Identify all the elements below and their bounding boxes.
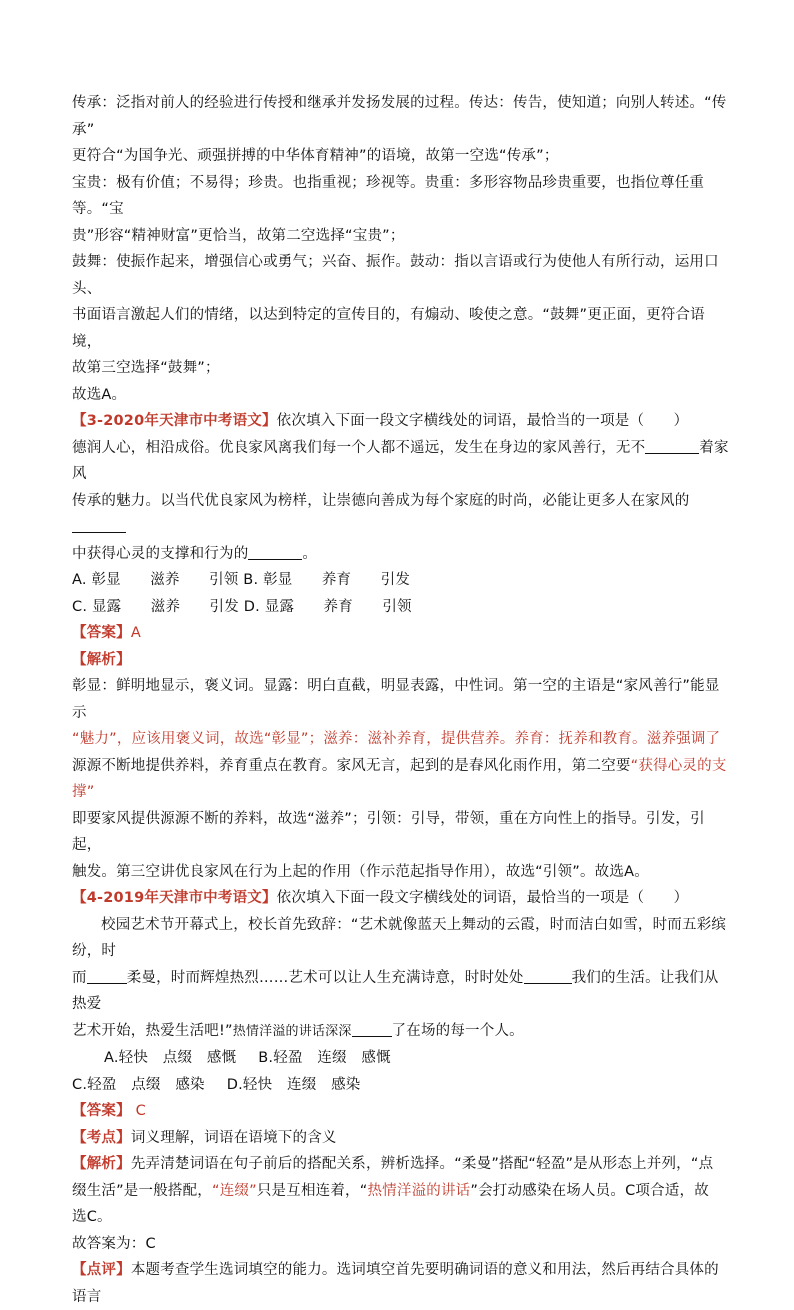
passage-text: 中获得心灵的支撑和行为的 bbox=[72, 545, 249, 562]
option-c: C. 显露 滋养 引发 bbox=[72, 598, 239, 615]
answer-label: 【答案】 bbox=[72, 625, 131, 641]
comment-line bbox=[72, 1257, 732, 1310]
text-line: 故第三空选择“鼓舞”； bbox=[72, 360, 220, 376]
analysis-highlight: “获得心灵的支撑” bbox=[72, 757, 727, 800]
options-line bbox=[72, 1045, 732, 1072]
analysis-line: 触发。第三空讲优良家风在行为上起的作用（作示范起指导作用），故选“引领”。故选A。 bbox=[72, 863, 649, 880]
passage-text: 。 bbox=[302, 545, 318, 562]
analysis-label: 【解析】 bbox=[72, 1156, 131, 1172]
passage-text: 柔曼，时而辉煌热烈……艺术可以让人生充满诗意，时时处处 bbox=[126, 969, 524, 986]
analysis-line bbox=[72, 1178, 732, 1205]
analysis-line bbox=[72, 753, 732, 806]
analysis-line: 选C。 bbox=[72, 1209, 112, 1225]
passage-text: 热情洋溢的讲话深深 bbox=[232, 1023, 352, 1039]
text-line: 更符合“为国争光、顽强拼搏的中华体育精神”的语境，故第一空选“传承”； bbox=[72, 148, 559, 164]
passage-line bbox=[72, 488, 732, 541]
analysis-text: 源源不断地提供养料，养育重点在教育。家风无言，起到的是春风化雨作用，第二空要 bbox=[72, 757, 631, 774]
answer-line bbox=[72, 620, 732, 647]
text-line: 传承：泛指对前人的经验进行传授和继承并发扬发展的过程。传达：传告，使知道；向别人转述。“传承” bbox=[72, 95, 727, 138]
text-line: 书面语言激起人们的情绪，以达到特定的宣传目的，有煽动、唆使之意。“鼓舞”更正面，更符合语境， bbox=[72, 307, 705, 350]
question-tag: 【3-2020年天津市中考语文】 bbox=[72, 413, 277, 429]
analysis-line: 即要家风提供源源不断的养料，故选“滋养”；引领：引导，带领，重在方向性上的指导。引发，引起， bbox=[72, 810, 705, 853]
analysis-highlight: “连缀” bbox=[212, 1182, 257, 1199]
question-tag: 【4-2019年天津市中考语文】 bbox=[72, 890, 277, 906]
final-answer-line: 故答案为：C bbox=[72, 1235, 156, 1252]
fill-blank bbox=[645, 439, 699, 454]
analysis-highlight: “魅力”，应该用褒义词，故选“彰显”； bbox=[72, 731, 324, 747]
option-a: A.轻快 点缀 感慨 bbox=[104, 1050, 237, 1066]
passage-text: 而 bbox=[72, 969, 87, 986]
text-line: 宝贵：极有价值；不易得；珍贵。也指重视；珍视等。贵重：多形容物品珍贵重要，也指位尊任重等。“宝 bbox=[72, 174, 705, 217]
fill-blank bbox=[87, 969, 127, 984]
passage-line: 校园艺术节开幕式上，校长首先致辞：“艺术就像蓝天上舞动的云霞，时而洁白如雪，时而五彩缤纷，时 bbox=[72, 916, 727, 959]
analysis-highlight: 热情洋溢的讲话 bbox=[367, 1182, 471, 1199]
passage-text: 了在场的每一个人。 bbox=[391, 1022, 524, 1039]
fill-blank bbox=[352, 1022, 392, 1037]
text-line: 贵”形容“精神财富”更恰当，故第二空选择“宝贵”； bbox=[72, 227, 405, 244]
passage-text: 艺术开始，热爱生活吧!” bbox=[72, 1022, 233, 1039]
kaodian-line bbox=[72, 1125, 732, 1152]
analysis-line: 彰显：鲜明地显示，褒义词。显露：明白直截，明显表露，中性词。第一空的主语是“家风善行”能显示 bbox=[72, 678, 720, 721]
passage-text: 我们的生活。让我们从热爱 bbox=[72, 969, 719, 1012]
option-c: C.轻盈 点缀 感染 bbox=[72, 1076, 205, 1093]
option-b: B. 彰显 养育 引发 bbox=[243, 572, 411, 588]
analysis-label: 【解析】 bbox=[72, 651, 131, 668]
text-line: 故选A。 bbox=[72, 386, 127, 403]
analysis-text: 只是互相连着，“ bbox=[256, 1182, 368, 1199]
answer-value: A bbox=[130, 625, 141, 641]
option-d: D. 显露 养育 引领 bbox=[243, 598, 412, 615]
analysis-highlight: 滋养：滋补养育，提供营养。养育：抚养和教育。滋养强调了 bbox=[323, 731, 721, 747]
options-line bbox=[72, 594, 732, 621]
question-stem: 依次填入下面一段文字横线处的词语，最恰当的一项是（ ） bbox=[276, 413, 689, 429]
passage-text: 传承的魅力。以当代优良家风为榜样，让崇德向善成为每个家庭的时尚，必能让更多人在家风的 bbox=[72, 492, 690, 509]
passage-text: 德润人心，相沿成俗。优良家风离我们每一个人都不遥远，发生在身边的家风善行，无不 bbox=[72, 439, 646, 456]
passage-line bbox=[72, 1018, 732, 1046]
analysis-text: 缀生活”是一般搭配， bbox=[72, 1182, 213, 1199]
answer-value: C bbox=[130, 1103, 146, 1119]
fill-blank bbox=[524, 969, 572, 984]
kaodian-text: 词义理解，词语在语境下的含义 bbox=[130, 1129, 337, 1146]
option-d: D.轻快 连缀 感染 bbox=[226, 1076, 361, 1093]
passage-line bbox=[72, 435, 732, 488]
analysis-line bbox=[72, 726, 732, 753]
option-b: B.轻盈 连缀 感慨 bbox=[258, 1050, 391, 1066]
kaodian-label: 【考点】 bbox=[72, 1129, 131, 1146]
passage-line bbox=[72, 541, 732, 568]
question-stem: 依次填入下面一段文字横线处的词语，最恰当的一项是（ ） bbox=[276, 890, 689, 906]
comment-text: 本题考查学生选词填空的能力。选词填空首先要明确词语的意义和用法，然后再结合具体的语言 bbox=[72, 1262, 719, 1305]
comment-label: 【点评】 bbox=[72, 1262, 131, 1278]
answer-label: 【答案】 bbox=[72, 1103, 131, 1119]
answer-line bbox=[72, 1098, 732, 1125]
fill-blank bbox=[72, 518, 126, 533]
question-4-header bbox=[72, 885, 732, 912]
passage-line bbox=[72, 965, 732, 1018]
option-a: A. 彰显 滋养 引领 bbox=[72, 572, 239, 588]
document-body bbox=[72, 90, 732, 1310]
options-line bbox=[72, 567, 732, 594]
question-3-header bbox=[72, 408, 732, 435]
options-line bbox=[72, 1072, 732, 1099]
passage-text: 着家风 bbox=[72, 439, 729, 482]
text-line: 鼓舞：使振作起来，增强信心或勇气；兴奋、振作。鼓动：指以言语或行为使他人有所行动，运用口头、 bbox=[72, 254, 719, 297]
analysis-text: ”会打动感染在场人员。C项合适，故 bbox=[470, 1182, 709, 1199]
fill-blank bbox=[248, 545, 302, 560]
analysis-line bbox=[72, 1151, 732, 1178]
analysis-label-line bbox=[72, 647, 732, 674]
analysis-text: 先弄清楚词语在句子前后的搭配关系，辨析选择。“柔曼”搭配“轻盈”是从形态上并列，“点 bbox=[130, 1156, 714, 1172]
